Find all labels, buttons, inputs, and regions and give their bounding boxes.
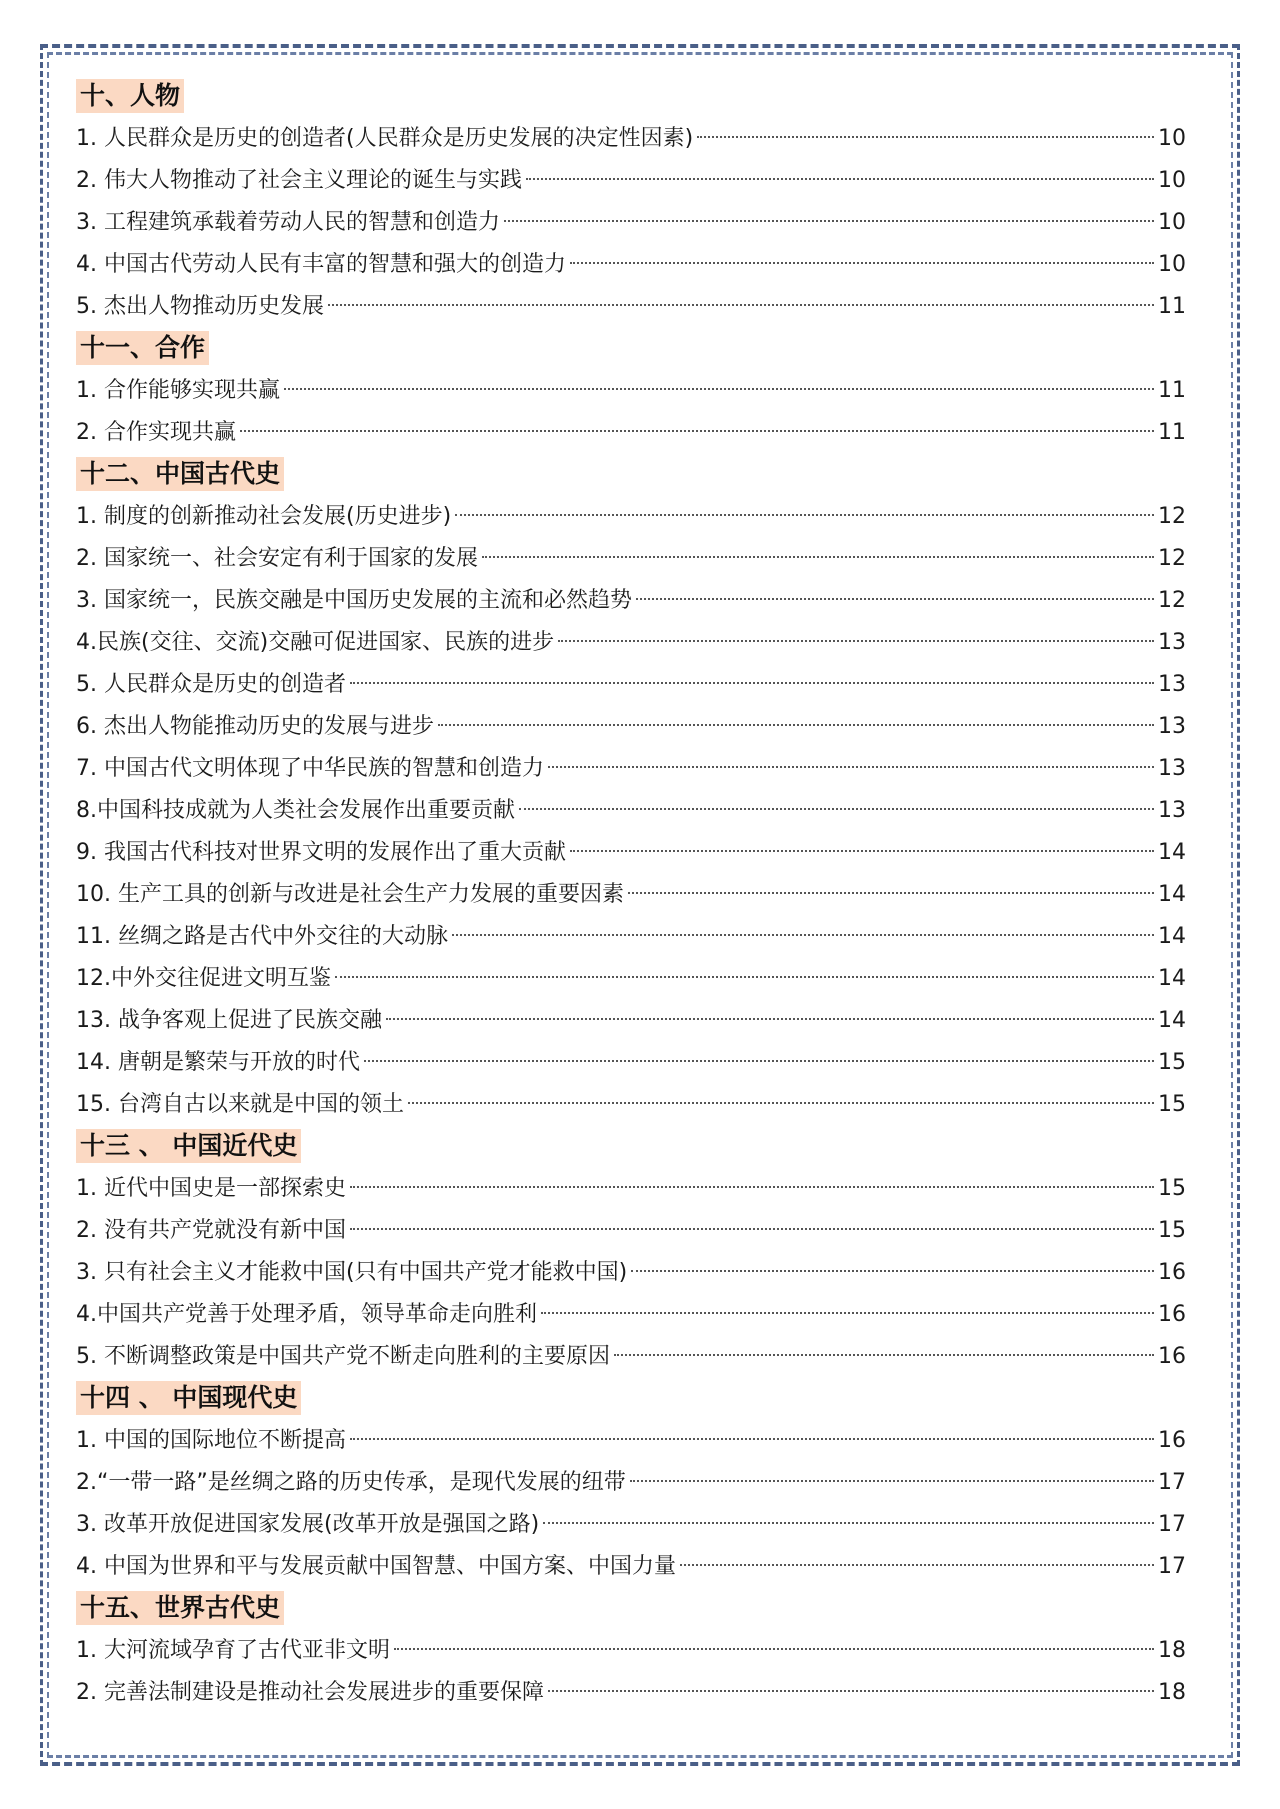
entry-title: 5. 不断调整政策是中国共产党不断走向胜利的主要原因 xyxy=(76,1344,610,1369)
dot-leader xyxy=(570,850,1154,852)
page-number: 14 xyxy=(1158,966,1186,991)
page-number: 15 xyxy=(1158,1092,1186,1117)
section-contemporary-china xyxy=(76,1378,1186,1588)
toc-entry[interactable] xyxy=(76,1504,1186,1546)
dot-leader xyxy=(350,1228,1154,1230)
dot-leader xyxy=(452,934,1154,936)
toc-entry[interactable] xyxy=(76,412,1186,454)
toc-entry[interactable] xyxy=(76,1084,1186,1126)
section-cooperation xyxy=(76,328,1186,454)
section-world-ancient xyxy=(76,1588,1186,1714)
page-number: 10 xyxy=(1158,210,1186,235)
entry-title: 8.中国科技成就为人类社会发展作出重要贡献 xyxy=(76,798,515,823)
page-number: 12 xyxy=(1158,588,1186,613)
toc-entry[interactable] xyxy=(76,244,1186,286)
toc-entry[interactable] xyxy=(76,664,1186,706)
entry-title: 2. 国家统一、社会安定有利于国家的发展 xyxy=(76,546,478,571)
page-number: 18 xyxy=(1158,1680,1186,1705)
toc-entry[interactable] xyxy=(76,916,1186,958)
entry-title: 3. 工程建筑承载着劳动人民的智慧和创造力 xyxy=(76,210,500,235)
page-number: 14 xyxy=(1158,1008,1186,1033)
table-of-contents xyxy=(76,76,1186,1714)
dot-leader xyxy=(548,1690,1154,1692)
page-number: 13 xyxy=(1158,630,1186,655)
dot-leader xyxy=(697,136,1154,138)
dot-leader xyxy=(350,682,1154,684)
entry-title: 12.中外交往促进文明互鉴 xyxy=(76,966,331,991)
entry-title: 2.“一带一路”是丝绸之路的历史传承，是现代发展的纽带 xyxy=(76,1470,626,1495)
section-modern-china xyxy=(76,1126,1186,1378)
page-number: 17 xyxy=(1158,1512,1186,1537)
dot-leader xyxy=(541,1312,1154,1314)
toc-entry[interactable] xyxy=(76,370,1186,412)
entry-title: 1. 近代中国史是一部探索史 xyxy=(76,1176,346,1201)
dot-leader xyxy=(328,304,1154,306)
page-number: 17 xyxy=(1158,1470,1186,1495)
page-number: 14 xyxy=(1158,882,1186,907)
section-ancient-china xyxy=(76,454,1186,1126)
entry-title: 2. 完善法制建设是推动社会发展进步的重要保障 xyxy=(76,1680,544,1705)
entry-title: 1. 人民群众是历史的创造者(人民群众是历史发展的决定性因素) xyxy=(76,126,694,151)
page-number: 10 xyxy=(1158,126,1186,151)
toc-entry[interactable] xyxy=(76,1000,1186,1042)
entry-title: 1. 制度的创新推动社会发展(历史进步) xyxy=(76,504,452,529)
dot-leader xyxy=(386,1018,1154,1020)
toc-entry[interactable] xyxy=(76,748,1186,790)
toc-entry[interactable] xyxy=(76,1336,1186,1378)
toc-entry[interactable] xyxy=(76,118,1186,160)
dot-leader xyxy=(335,976,1154,978)
dot-leader xyxy=(504,220,1154,222)
page-number: 16 xyxy=(1158,1260,1186,1285)
entry-title: 1. 中国的国际地位不断提高 xyxy=(76,1428,346,1453)
dot-leader xyxy=(394,1648,1154,1650)
page-number: 11 xyxy=(1158,294,1186,319)
dot-leader xyxy=(631,1270,1154,1272)
toc-entry[interactable] xyxy=(76,832,1186,874)
entry-title: 4.民族(交往、交流)交融可促进国家、民族的进步 xyxy=(76,630,555,655)
entry-title: 4.中国共产党善于处理矛盾，领导革命走向胜利 xyxy=(76,1302,537,1327)
entry-title: 4. 中国古代劳动人民有丰富的智慧和强大的创造力 xyxy=(76,252,566,277)
section-heading: 十三 、 中国近代史 xyxy=(76,1129,301,1163)
entry-title: 11. 丝绸之路是古代中外交往的大动脉 xyxy=(76,924,448,949)
dot-leader xyxy=(558,640,1154,642)
toc-entry[interactable] xyxy=(76,790,1186,832)
toc-entry[interactable] xyxy=(76,538,1186,580)
entry-title: 14. 唐朝是繁荣与开放的时代 xyxy=(76,1050,360,1075)
toc-entry[interactable] xyxy=(76,1630,1186,1672)
page-number: 18 xyxy=(1158,1638,1186,1663)
toc-entry[interactable] xyxy=(76,580,1186,622)
toc-entry[interactable] xyxy=(76,706,1186,748)
entry-title: 3. 国家统一，民族交融是中国历史发展的主流和必然趋势 xyxy=(76,588,632,613)
entry-title: 5. 杰出人物推动历史发展 xyxy=(76,294,324,319)
section-heading: 十五、世界古代史 xyxy=(76,1591,284,1625)
entry-title: 1. 大河流域孕育了古代亚非文明 xyxy=(76,1638,390,1663)
page-number: 14 xyxy=(1158,924,1186,949)
dot-leader xyxy=(519,808,1154,810)
entry-title: 15. 台湾自古以来就是中国的领土 xyxy=(76,1092,404,1117)
dot-leader xyxy=(548,766,1154,768)
toc-entry[interactable] xyxy=(76,1672,1186,1714)
entry-title: 3. 只有社会主义才能救中国(只有中国共产党才能救中国) xyxy=(76,1260,628,1285)
page-number: 17 xyxy=(1158,1554,1186,1579)
entry-title: 5. 人民群众是历史的创造者 xyxy=(76,672,346,697)
entry-title: 6. 杰出人物能推动历史的发展与进步 xyxy=(76,714,434,739)
page-number: 12 xyxy=(1158,504,1186,529)
page-number: 12 xyxy=(1158,546,1186,571)
entry-title: 2. 伟大人物推动了社会主义理论的诞生与实践 xyxy=(76,168,522,193)
dot-leader xyxy=(350,1186,1154,1188)
dot-leader xyxy=(240,430,1154,432)
toc-entry[interactable] xyxy=(76,286,1186,328)
toc-entry[interactable] xyxy=(76,202,1186,244)
toc-entry[interactable] xyxy=(76,1546,1186,1588)
page-number: 16 xyxy=(1158,1302,1186,1327)
toc-entry[interactable] xyxy=(76,958,1186,1000)
page-number: 13 xyxy=(1158,756,1186,781)
toc-entry[interactable] xyxy=(76,1420,1186,1462)
toc-entry[interactable] xyxy=(76,1294,1186,1336)
dot-leader xyxy=(630,1480,1154,1482)
page-number: 10 xyxy=(1158,252,1186,277)
dot-leader xyxy=(482,556,1154,558)
dot-leader xyxy=(364,1060,1154,1062)
page-number: 13 xyxy=(1158,798,1186,823)
page-number: 15 xyxy=(1158,1050,1186,1075)
entry-title: 9. 我国古代科技对世界文明的发展作出了重大贡献 xyxy=(76,840,566,865)
page-number: 11 xyxy=(1158,420,1186,445)
toc-entry[interactable] xyxy=(76,1168,1186,1210)
dot-leader xyxy=(408,1102,1154,1104)
toc-entry[interactable] xyxy=(76,1462,1186,1504)
toc-entry[interactable] xyxy=(76,1042,1186,1084)
page-number: 13 xyxy=(1158,672,1186,697)
entry-title: 4. 中国为世界和平与发展贡献中国智慧、中国方案、中国力量 xyxy=(76,1554,676,1579)
entry-title: 13. 战争客观上促进了民族交融 xyxy=(76,1008,382,1033)
dot-leader xyxy=(284,388,1154,390)
page-number: 13 xyxy=(1158,714,1186,739)
entry-title: 2. 没有共产党就没有新中国 xyxy=(76,1218,346,1243)
toc-entry[interactable] xyxy=(76,1252,1186,1294)
dot-leader xyxy=(350,1438,1154,1440)
dot-leader xyxy=(628,892,1154,894)
toc-entry[interactable] xyxy=(76,874,1186,916)
page-number: 16 xyxy=(1158,1344,1186,1369)
section-heading: 十四 、 中国现代史 xyxy=(76,1381,301,1415)
dot-leader xyxy=(570,262,1154,264)
page-number: 16 xyxy=(1158,1428,1186,1453)
section-heading: 十二、中国古代史 xyxy=(76,457,284,491)
section-people xyxy=(76,76,1186,328)
dot-leader xyxy=(680,1564,1154,1566)
page-number: 15 xyxy=(1158,1176,1186,1201)
dot-leader xyxy=(636,598,1154,600)
page-number: 10 xyxy=(1158,168,1186,193)
toc-entry[interactable] xyxy=(76,496,1186,538)
entry-title: 1. 合作能够实现共赢 xyxy=(76,378,280,403)
dot-leader xyxy=(526,178,1154,180)
toc-entry[interactable] xyxy=(76,160,1186,202)
toc-entry[interactable] xyxy=(76,622,1186,664)
toc-entry[interactable] xyxy=(76,1210,1186,1252)
dot-leader xyxy=(438,724,1154,726)
page-number: 14 xyxy=(1158,840,1186,865)
entry-title: 7. 中国古代文明体现了中华民族的智慧和创造力 xyxy=(76,756,544,781)
section-heading: 十一、合作 xyxy=(76,331,209,365)
page-number: 11 xyxy=(1158,378,1186,403)
entry-title: 2. 合作实现共赢 xyxy=(76,420,236,445)
dot-leader xyxy=(543,1522,1154,1524)
page-number: 15 xyxy=(1158,1218,1186,1243)
section-heading: 十、人物 xyxy=(76,79,184,113)
entry-title: 10. 生产工具的创新与改进是社会生产力发展的重要因素 xyxy=(76,882,624,907)
dot-leader xyxy=(614,1354,1154,1356)
dot-leader xyxy=(455,514,1154,516)
entry-title: 3. 改革开放促进国家发展(改革开放是强国之路) xyxy=(76,1512,540,1537)
